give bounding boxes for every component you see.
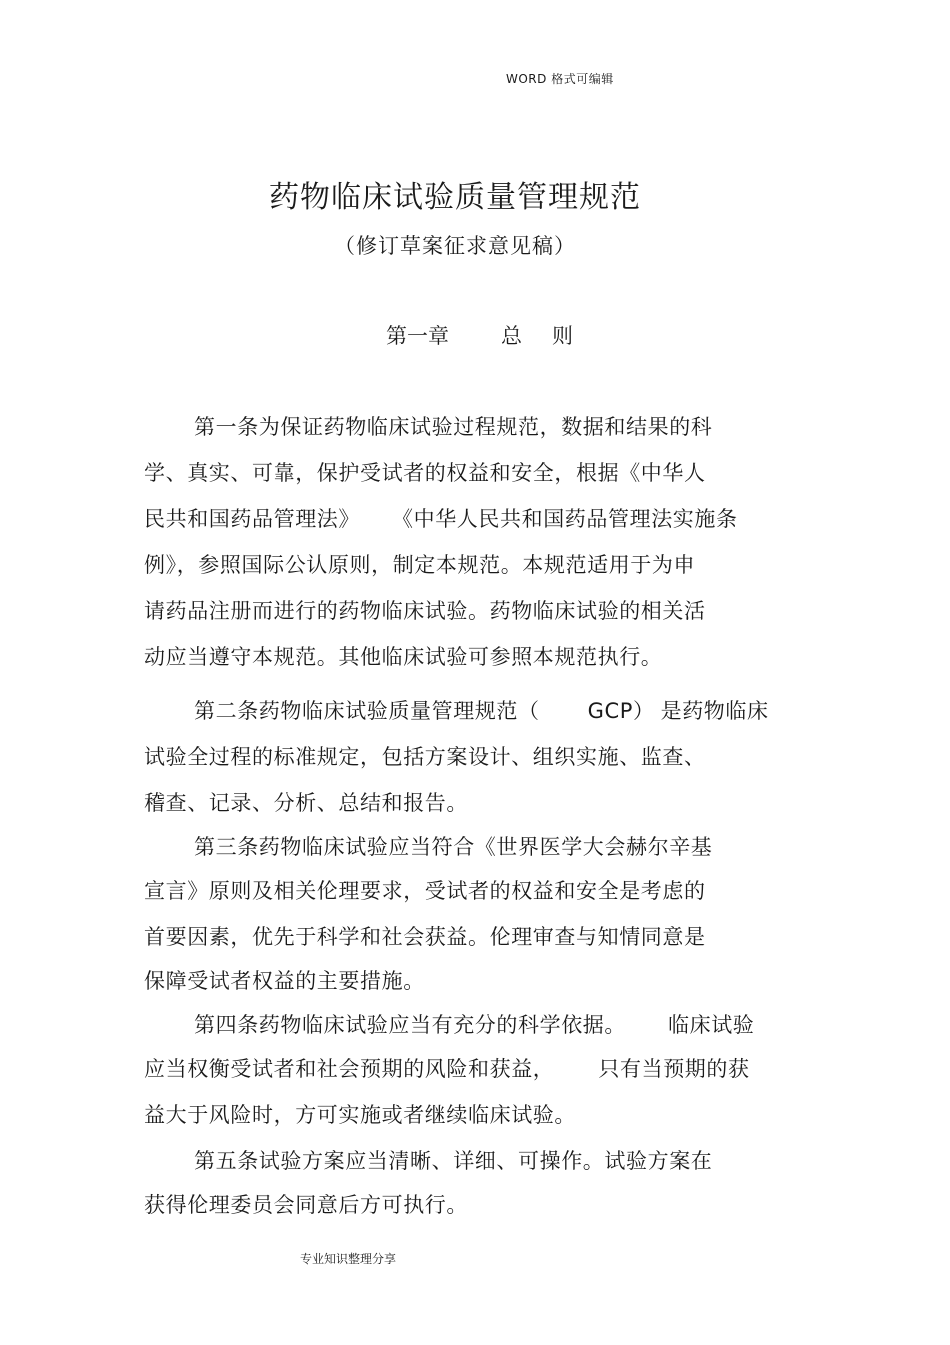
document-subtitle: （修订草案征求意见稿） bbox=[334, 234, 576, 258]
chapter-heading bbox=[386, 320, 573, 350]
article-3-line-3: 首要因素，优先于科学和社会获益。伦理审查与知情同意是 bbox=[144, 925, 706, 949]
article-1-line-6: 动应当遵守本规范。其他临床试验可参照本规范执行。 bbox=[144, 645, 663, 669]
article-1-line-4: 例》，参照国际公认原则，制定本规范。本规范适用于为申 bbox=[144, 553, 696, 577]
article-1-line-3b: 《中华人民共和国药品管理法实施条 bbox=[392, 507, 738, 531]
article-3-line-1: 第三条药物临床试验应当符合《世界医学大会赫尔辛基 bbox=[194, 835, 713, 859]
article-2-line-3: 稽查、记录、分析、总结和报告。 bbox=[144, 791, 468, 815]
footer-note: 专业知识整理分享 bbox=[300, 1252, 397, 1266]
article-4-line-2a: 应当权衡受试者和社会预期的风险和获益， bbox=[144, 1057, 555, 1081]
article-1-line-3a: 民共和国药品管理法》 bbox=[144, 507, 360, 531]
document-title: 药物临床试验质量管理规范 bbox=[269, 180, 641, 215]
article-2-line-1a: 第二条药物临床试验质量管理规范（ bbox=[194, 699, 540, 723]
article-4-line-1a: 第四条药物临床试验应当有充分的科学依据。 bbox=[194, 1013, 626, 1037]
article-1-line-5: 请药品注册而进行的药物临床试验。药物临床试验的相关活 bbox=[144, 599, 706, 623]
article-4-line-1 bbox=[194, 1012, 754, 1038]
article-2-line-2: 试验全过程的标准规定，包括方案设计、组织实施、监查、 bbox=[144, 745, 706, 769]
article-2-line-1 bbox=[194, 698, 769, 724]
gcp-abbrev: GCP） bbox=[587, 699, 655, 723]
article-2-line-1c: 是药物临床 bbox=[660, 699, 769, 723]
article-4-line-2 bbox=[144, 1056, 750, 1082]
header-note: WORD 格式可编辑 bbox=[506, 72, 614, 86]
article-1-line-3 bbox=[144, 506, 738, 532]
article-5-line-2: 获得伦理委员会同意后方可执行。 bbox=[144, 1193, 468, 1217]
chapter-number: 第一章 bbox=[386, 324, 449, 348]
article-4-line-3: 益大于风险时，方可实施或者继续临床试验。 bbox=[144, 1103, 576, 1127]
article-1-line-1: 第一条为保证药物临床试验过程规范，数据和结果的科 bbox=[194, 415, 713, 439]
article-5-line-1: 第五条试验方案应当清晰、详细、可操作。试验方案在 bbox=[194, 1149, 713, 1173]
article-1-line-2: 学、真实、可靠，保护受试者的权益和安全，根据《中华人 bbox=[144, 461, 706, 485]
article-4-line-2b: 只有当预期的获 bbox=[598, 1057, 750, 1081]
article-4-line-1b: 临床试验 bbox=[668, 1013, 755, 1037]
chapter-word-1: 总 bbox=[501, 324, 522, 348]
article-3-line-4: 保障受试者权益的主要措施。 bbox=[144, 969, 425, 993]
article-3-line-2: 宣言》原则及相关伦理要求，受试者的权益和安全是考虑的 bbox=[144, 879, 706, 903]
chapter-word-2: 则 bbox=[552, 324, 573, 348]
